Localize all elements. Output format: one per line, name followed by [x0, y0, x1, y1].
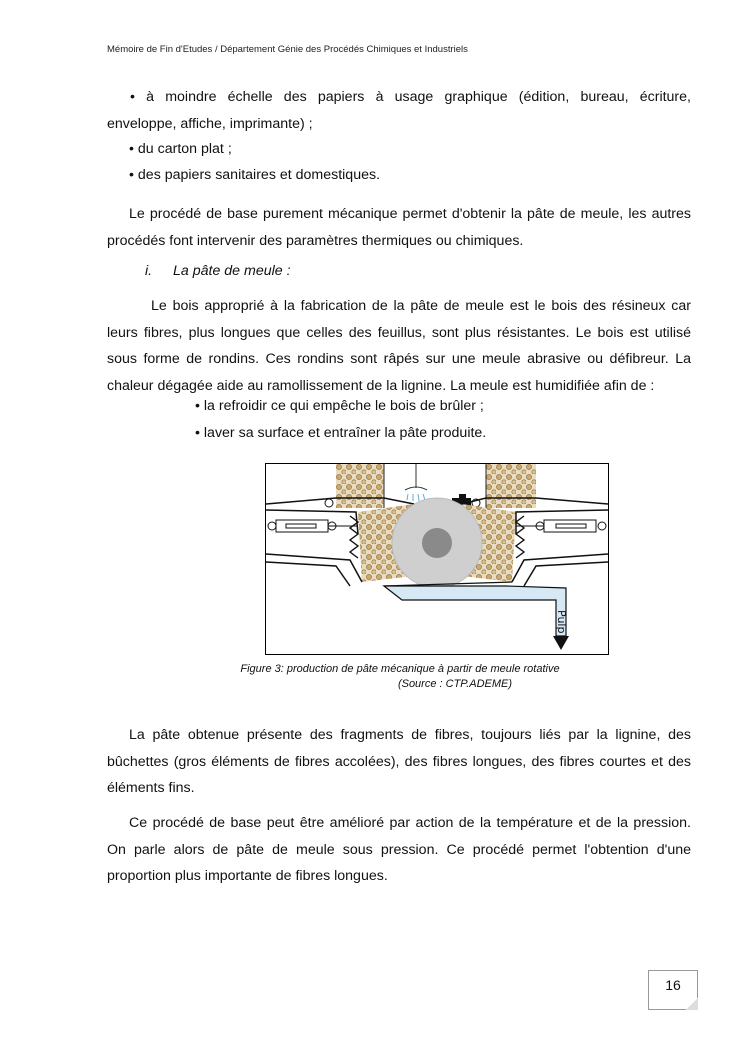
paragraph-meule: Le bois approprié à la fabrication de la pâte de meule est le bois des résineux car leurs fibres, plus longues que celles des feuillus, sont plus résistantes. Le bois est utilisé sous forme de rondins. Ces rondins sont râpés sur une meule abrasive ou défibreur. La chaleur dégagée aide au ramollissement de la lignine. La meule est humidifiée afin de : — [107, 298, 691, 394]
section-number: i. — [145, 263, 153, 279]
meule-bullet-wash: • laver sa surface et entraîner la pâte produite. — [195, 425, 487, 441]
pulp-vat — [384, 586, 566, 636]
grinder-diagram — [265, 463, 609, 655]
paragraph-pressure: Ce procédé de base peut être amélioré par action de la température et de la pression. On parle alors de pâte de meule sous pression. Ce procédé permet l'obtention d'une proportion plus importante de fibres longues. — [107, 815, 691, 884]
log-hopper-right — [486, 464, 536, 508]
bullet-graphic-papers-line1: • à moindre échelle des papiers à usage graphique (édition, bureau, écriture, — [130, 89, 691, 105]
section-title: La pâte de meule : — [173, 263, 291, 279]
figure-caption: Figure 3: production de pâte mécanique à partir de meule rotative — [240, 663, 560, 675]
bullet-flat-cardboard: • du carton plat ; — [129, 141, 232, 157]
bullet-sanitary-papers: • des papiers sanitaires et domestiques. — [129, 167, 381, 183]
page-number-box — [648, 970, 698, 1010]
pulp-label: Pulp — [555, 610, 568, 634]
running-header: Mémoire de Fin d'Etudes / Département Génie des Procédés Chimiques et Industriels — [107, 44, 468, 55]
page-corner-fold — [686, 998, 698, 1010]
pulp-outlet-arrow — [553, 636, 569, 650]
log-hopper-left — [336, 464, 384, 508]
figure-source: (Source : CTP.ADEME) — [397, 678, 513, 690]
meule-bullet-cool: • la refroidir ce qui empêche le bois de brûler ; — [195, 398, 484, 414]
grinding-stone-hub — [422, 528, 452, 558]
page-number: 16 — [665, 977, 681, 993]
bullet-graphic-papers-line2: enveloppe, affiche, imprimante) ; — [107, 116, 313, 132]
paragraph-result: La pâte obtenue présente des fragments de fibres, toujours liés par la lignine, des bûchettes (gros éléments de fibres accolées), des fibres longues, des fibres courtes et des éléments fins. — [107, 727, 691, 796]
paragraph-intro: Le procédé de base purement mécanique permet d'obtenir la pâte de meule, les autres procédés font intervenir des paramètres thermiques ou chimiques. — [107, 206, 691, 249]
